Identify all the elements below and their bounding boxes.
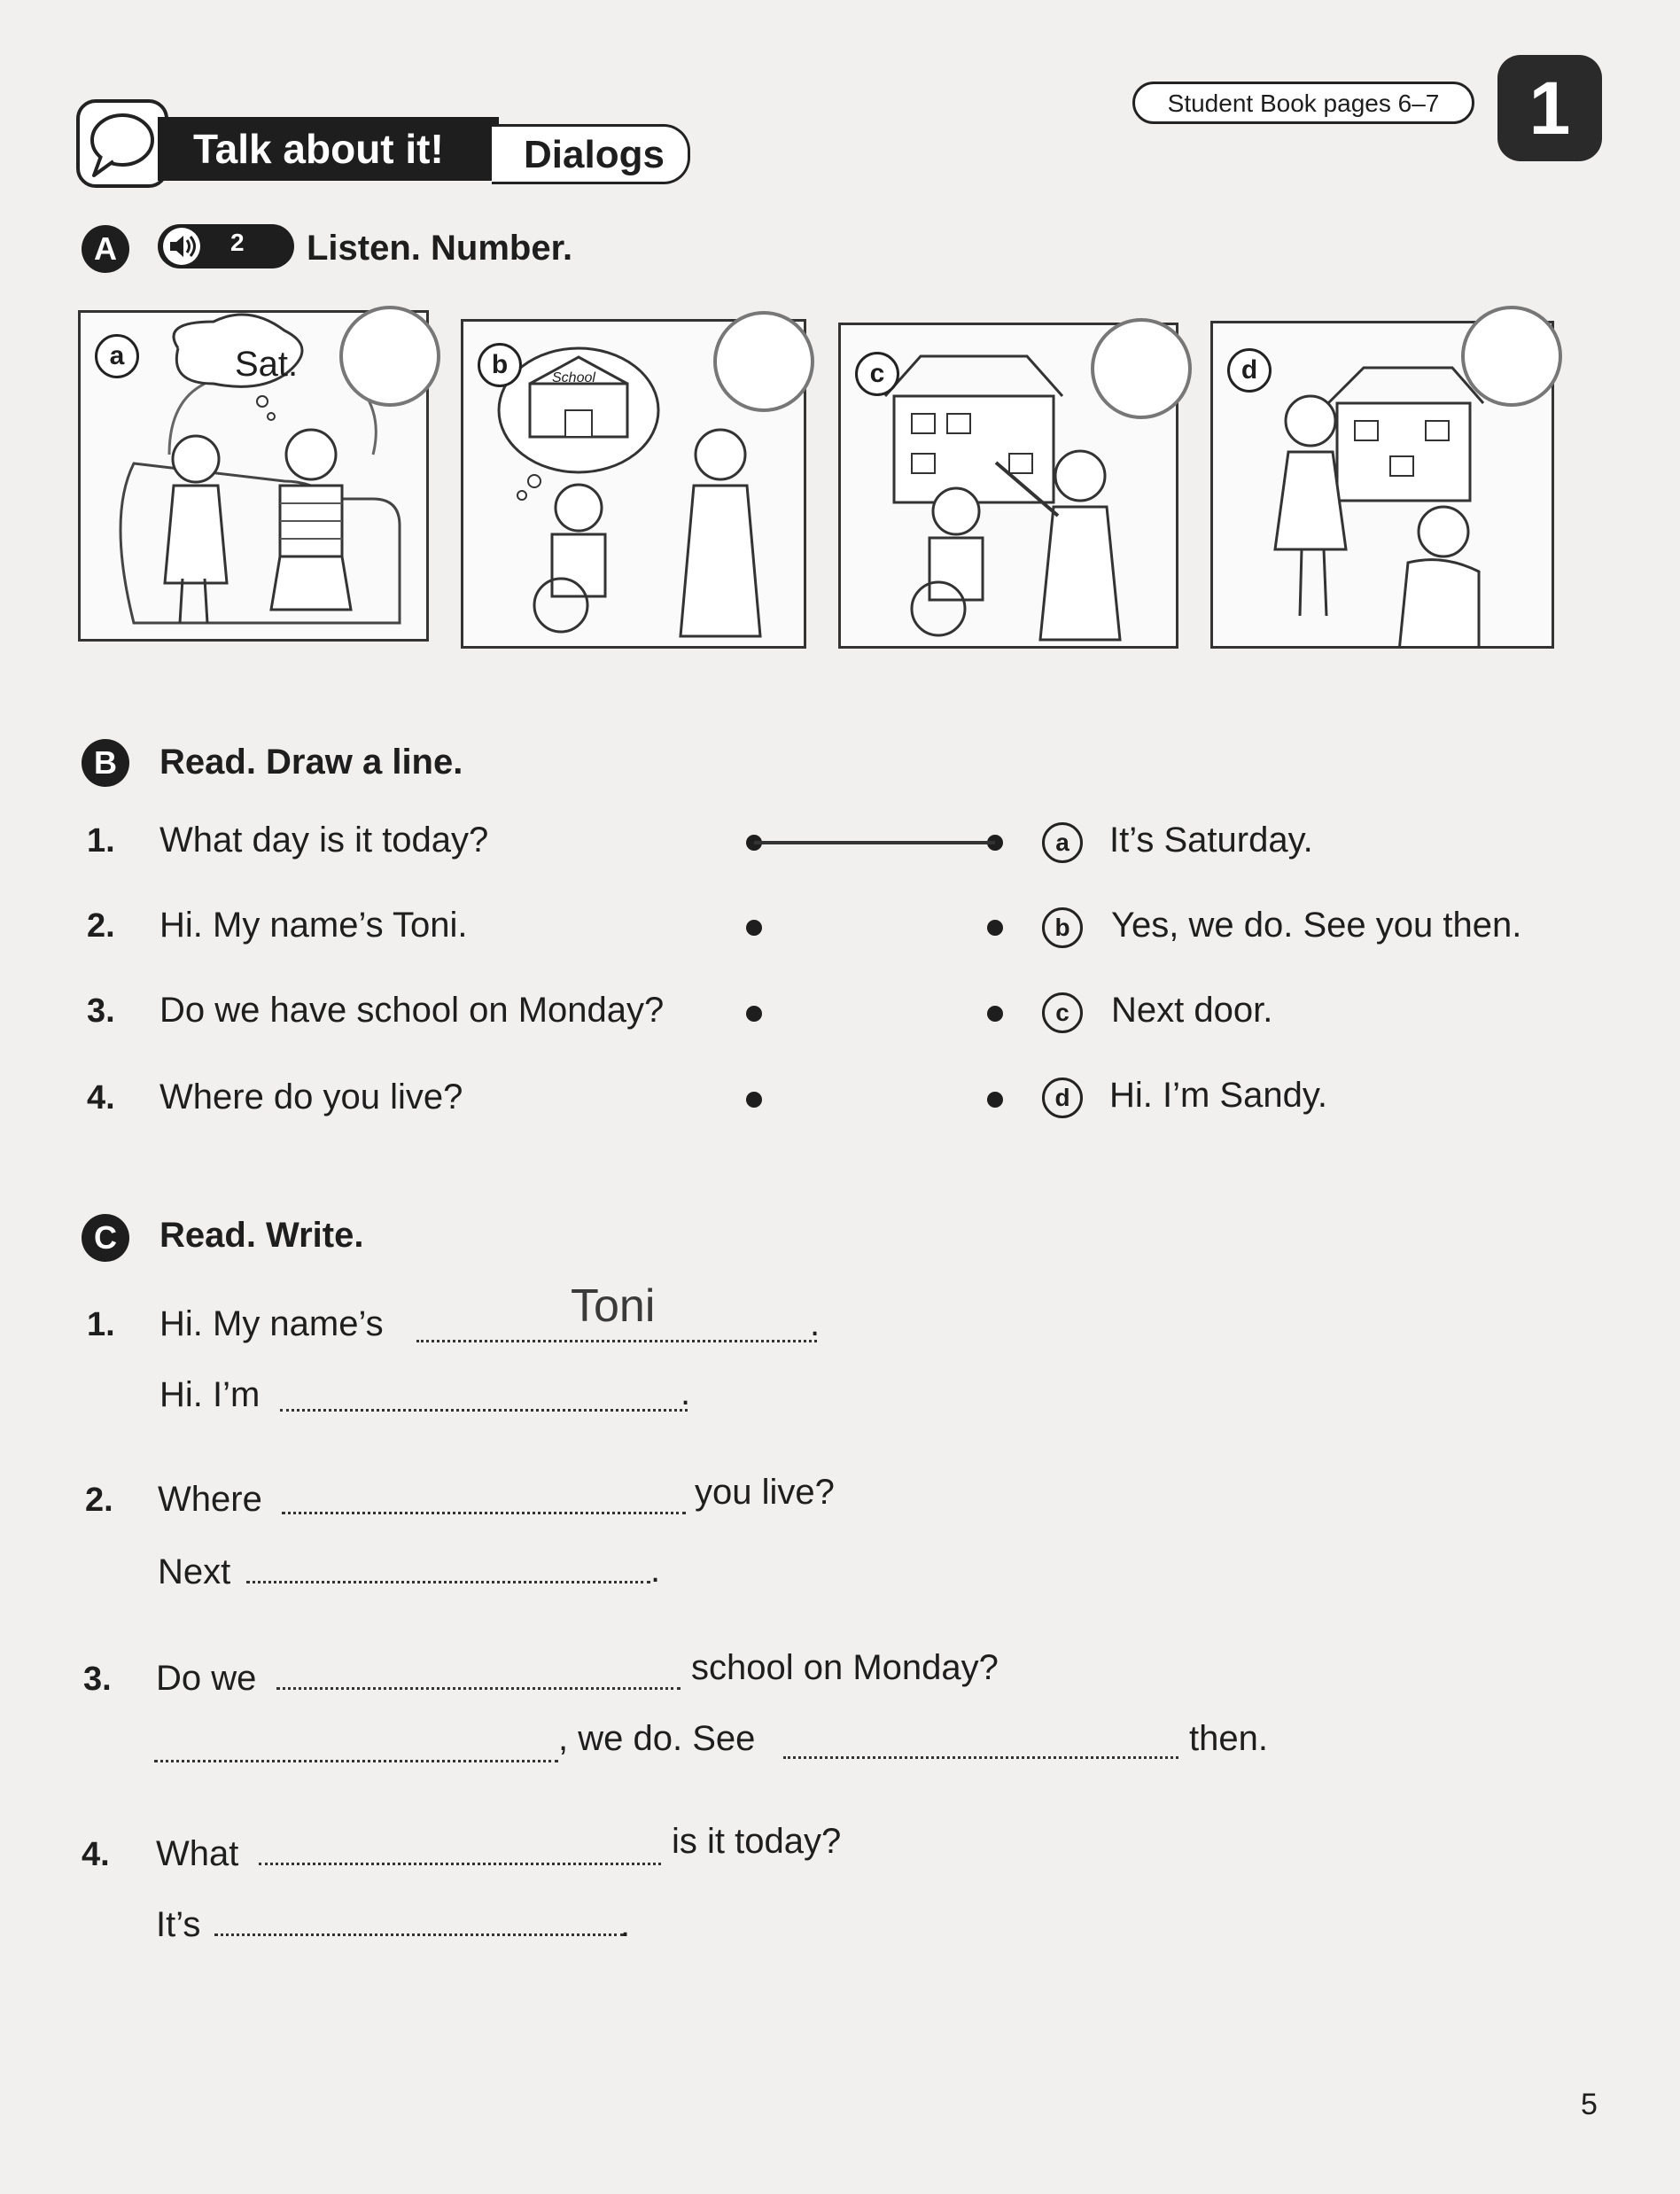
left-match-dot[interactable] — [746, 1006, 762, 1022]
section-subtitle-dialogs: Dialogs — [492, 124, 690, 184]
picture-d-number-circle[interactable] — [1461, 306, 1562, 407]
write-blank[interactable] — [214, 1933, 624, 1936]
question-number: 2. — [87, 907, 115, 945]
question-number: 1. — [87, 822, 115, 860]
question-text: What day is it today? — [159, 821, 489, 860]
answer-letter: a — [1042, 822, 1083, 863]
write-blank[interactable] — [783, 1756, 1178, 1759]
talk-bubble-icon — [76, 99, 168, 188]
school-sign: School — [552, 370, 595, 385]
item-text: Hi. I’m — [159, 1375, 261, 1414]
student-book-pages: Student Book pages 6–7 — [1132, 82, 1474, 124]
answer-text: It’s Saturday. — [1109, 821, 1313, 860]
picture-c — [838, 323, 1178, 649]
write-blank[interactable] — [416, 1340, 817, 1342]
question-number: 4. — [87, 1079, 115, 1116]
item-text: is it today? — [672, 1822, 842, 1861]
audio-track-number: 2 — [230, 229, 245, 256]
section-b-instruction: Read. Draw a line. — [159, 743, 463, 782]
left-match-dot[interactable] — [746, 920, 762, 936]
unit-number-badge: 1 — [1497, 55, 1602, 161]
question-text: Do we have school on Monday? — [159, 991, 665, 1030]
item-text: Hi. My name’s — [159, 1304, 384, 1343]
item-text: . — [650, 1551, 661, 1590]
picture-a — [78, 310, 429, 642]
question-number: 3. — [87, 992, 115, 1030]
section-title-talk: Talk about it! — [158, 117, 499, 181]
picture-a-number-circle[interactable] — [339, 306, 440, 407]
write-blank[interactable] — [280, 1409, 688, 1412]
item-number: 4. — [82, 1836, 110, 1873]
right-match-dot[interactable] — [987, 1092, 1003, 1108]
example-match-line — [754, 841, 995, 844]
answer-text: Hi. I’m Sandy. — [1109, 1076, 1327, 1115]
item-text: . — [681, 1373, 691, 1412]
item-number: 1. — [87, 1306, 115, 1343]
handwritten-answer: Toni — [571, 1280, 656, 1332]
section-a-badge: A — [82, 225, 129, 273]
question-text: Where do you live? — [159, 1078, 463, 1116]
left-match-dot[interactable] — [746, 1092, 762, 1108]
write-blank[interactable] — [276, 1687, 681, 1690]
answer-text: Yes, we do. See you then. — [1111, 906, 1522, 945]
picture-d — [1210, 321, 1554, 649]
picture-d-letter: d — [1227, 348, 1272, 393]
item-text: It’s — [156, 1905, 201, 1944]
answer-text: Next door. — [1111, 991, 1273, 1030]
right-match-dot[interactable] — [987, 1006, 1003, 1022]
item-text: then. — [1189, 1719, 1268, 1758]
section-a-instruction: Listen. Number. — [307, 229, 573, 268]
item-text: , we do. See — [558, 1719, 756, 1758]
picture-b — [461, 319, 806, 649]
write-blank[interactable] — [246, 1581, 650, 1583]
answer-letter: b — [1042, 907, 1083, 948]
item-number: 3. — [83, 1661, 112, 1698]
section-c-instruction: Read. Write. — [159, 1216, 364, 1255]
answer-letter: c — [1042, 992, 1083, 1033]
section-b-badge: B — [82, 739, 129, 787]
picture-b-number-circle[interactable] — [713, 311, 814, 412]
item-text: . — [620, 1905, 631, 1944]
item-text: you live? — [695, 1473, 835, 1512]
write-blank[interactable] — [259, 1863, 661, 1865]
item-text: What — [156, 1834, 239, 1873]
item-text: Where — [158, 1480, 262, 1519]
write-blank[interactable] — [154, 1760, 558, 1762]
page-number: 5 — [1581, 2088, 1598, 2121]
speaker-icon — [161, 226, 206, 267]
picture-a-letter: a — [95, 334, 139, 378]
speech-bubble-sat: Sat. — [235, 345, 299, 384]
item-text: Do we — [156, 1659, 257, 1698]
answer-letter: d — [1042, 1078, 1083, 1118]
item-text: Next — [158, 1552, 231, 1591]
picture-b-letter: b — [478, 343, 522, 387]
item-text: school on Monday? — [691, 1648, 999, 1687]
picture-c-letter: c — [855, 352, 899, 396]
question-text: Hi. My name’s Toni. — [159, 906, 468, 945]
item-number: 2. — [85, 1482, 113, 1519]
picture-c-number-circle[interactable] — [1091, 318, 1192, 419]
right-match-dot[interactable] — [987, 920, 1003, 936]
audio-track-pill[interactable] — [158, 224, 294, 268]
write-blank[interactable] — [282, 1512, 686, 1514]
item-text: . — [810, 1304, 821, 1343]
section-c-badge: C — [82, 1214, 129, 1262]
